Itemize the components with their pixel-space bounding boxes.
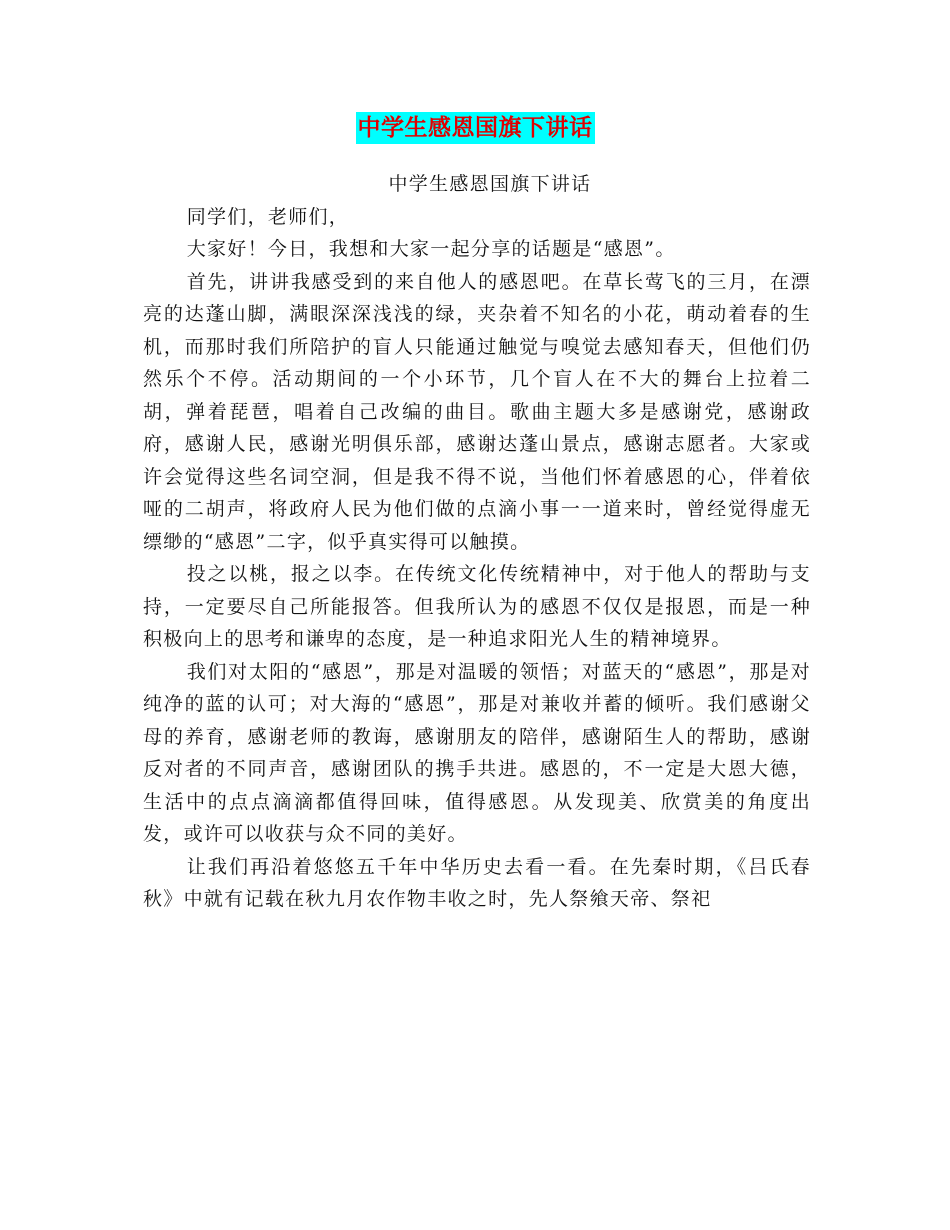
document-title: 中学生感恩国旗下讲话	[356, 112, 595, 144]
paragraph-story: 首先，讲讲我感受到的来自他人的感恩吧。在草长莺飞的三月，在漂亮的达蓬山脚，满眼深深浅浅的绿，夹杂着不知名的小花，萌动着春的生机，而那时我们所陪护的盲人只能通过触觉与嗅觉去感知春天，但他们仍然乐个不停。活动期间的一个小环节，几个盲人在不大的舞台上拉着二胡，弹着琵琶，唱着自己改编的曲目。歌曲主题大多是感谢党，感谢政府，感谢人民，感谢光明俱乐部，感谢达蓬山景点，感谢志愿者。大家或许会觉得这些名词空洞，但是我不得不说，当他们怀着感恩的心，伴着依哑的二胡声，将政府人民为他们做的点滴小事一一道来时，曾经觉得虚无缥缈的“感恩”二字，似乎真实得可以触摸。	[143, 270, 811, 553]
paragraph-history: 让我们再沿着悠悠五千年中华历史去看一看。在先秦时期，《吕氏春秋》中就有记载在秋九月农作物丰收之时，先人祭飨天帝、祭祀	[143, 855, 811, 910]
paragraph-opening: 大家好！今日，我想和大家一起分享的话题是“感恩”。	[186, 238, 676, 260]
paragraph-greeting: 同学们，老师们，	[186, 205, 350, 228]
title-block	[0, 112, 950, 144]
document-subtitle: 中学生感恩国旗下讲话	[388, 173, 592, 195]
paragraph-gratitude: 我们对太阳的“感恩”，那是对温暖的领悟；对蓝天的“感恩”，那是对纯净的蓝的认可；对大海的“感恩”，那是对兼收并蓄的倾听。我们感谢父母的养育，感谢老师的教诲，感谢朋友的陪伴，感谢陌生人的帮助，感谢反对者的不同声音，感谢团队的携手共进。感恩的，不一定是大恩大德，生活中的点点滴滴都值得回味，值得感恩。从发现美、欣赏美的角度出发，或许可以收获与众不同的美好。	[143, 660, 811, 845]
document-body	[143, 168, 811, 916]
paragraph-tradition: 投之以桃，报之以李。在传统文化传统精神中，对于他人的帮助与支持，一定要尽自己所能报答。但我所认为的感恩不仅仅是报恩，而是一种积极向上的思考和谦卑的态度，是一种追求阳光人生的精神境界。	[143, 563, 811, 650]
